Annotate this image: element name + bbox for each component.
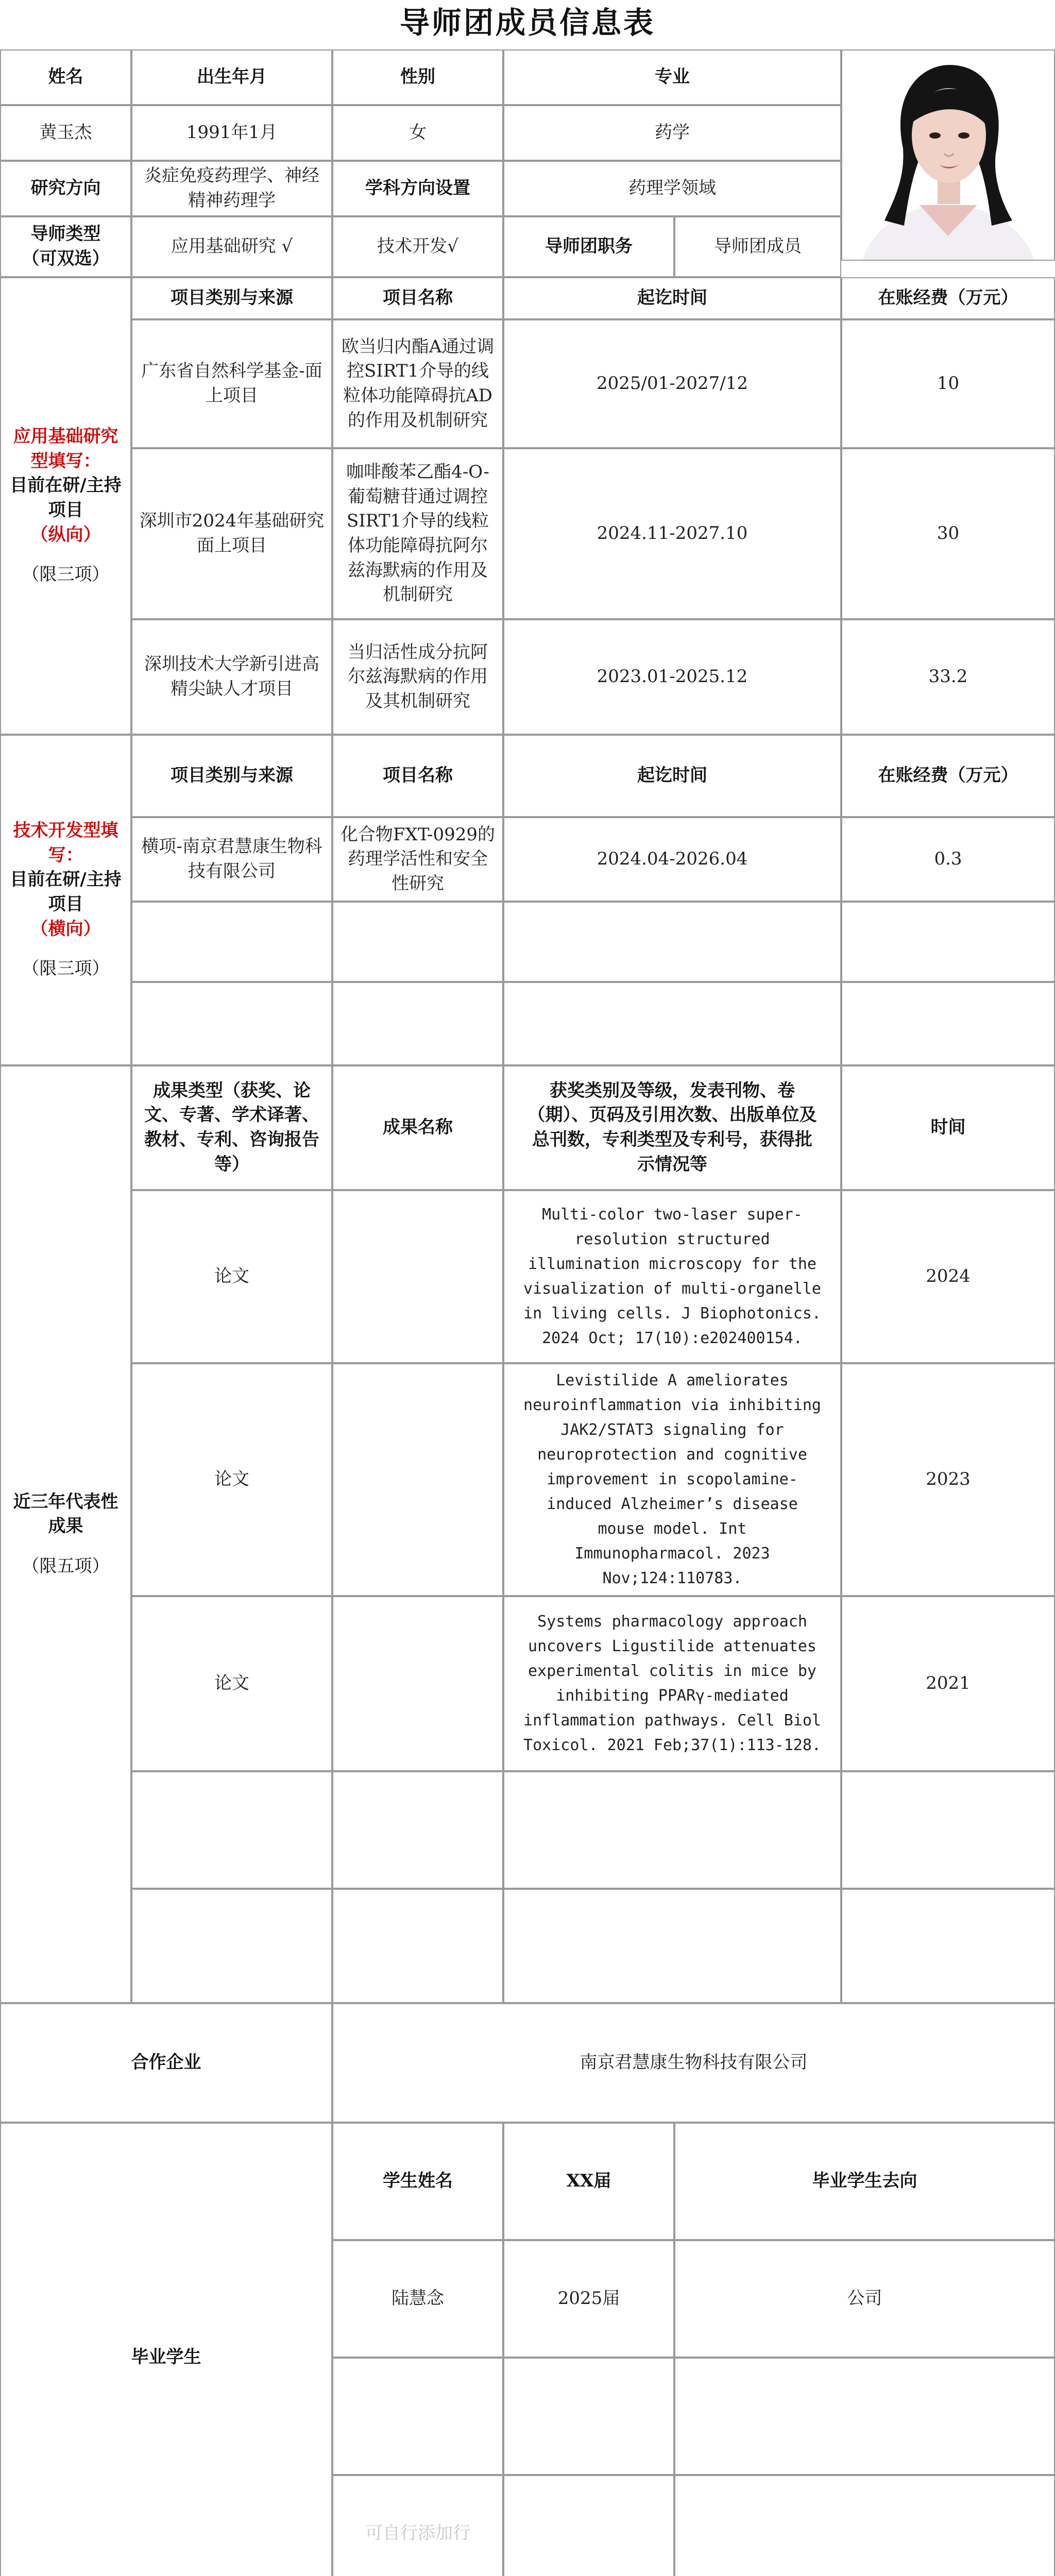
label-mentor-type — [0, 216, 131, 277]
grad-row-2-name[interactable] — [332, 2358, 503, 2475]
ach-row-3-detail: Systems pharmacology approach uncovers Ligustilide attenuates experimental colitis in mice by inhibiting PPARγ-mediated inflammation pathways. Cell Biol Toxicol. 2021 Feb;37(1):113-128. — [503, 1596, 841, 1771]
label-mentor-type-main: 导师类型 — [30, 224, 101, 245]
ach-row-5-time[interactable] — [841, 1889, 1055, 2003]
basic-row-1-source: 广东省自然科学基金-面上项目 — [131, 319, 332, 448]
ach-row-2-detail: Levistilide A ameliorates neuroinflammation via inhibiting JAK2/STAT3 signaling for neuroprotection and cognitive improvement in scopolamine-induced Alzheimer’s disease mouse model. Int Immunopharmacol. 2023 Nov;124:110783. — [503, 1363, 841, 1596]
tech-section-subtitle: 目前在研/主持项目 — [10, 869, 122, 914]
basic-row-1-funds: 10 — [841, 319, 1055, 448]
tech-header-name: 项目名称 — [332, 735, 503, 817]
tech-row-2-funds[interactable] — [841, 902, 1055, 982]
grad-header-name: 学生姓名 — [332, 2123, 503, 2240]
ach-row-3-time: 2021 — [841, 1596, 1055, 1771]
grad-row-2-destination[interactable] — [674, 2358, 1055, 2475]
basic-row-2-source: 深圳市2024年基础研究面上项目 — [131, 448, 332, 619]
tech-row-2-source[interactable] — [131, 902, 332, 982]
grad-row-3-class[interactable] — [503, 2475, 674, 2576]
ach-header-time: 时间 — [841, 1065, 1055, 1190]
tech-row-1-source: 横项-南京君慧康生物科技有限公司 — [131, 817, 332, 902]
ach-row-5-name[interactable] — [332, 1889, 503, 2003]
tech-header-source: 项目类别与来源 — [131, 735, 332, 817]
value-discipline: 药理学领域 — [503, 161, 841, 216]
tech-section-limit: （限三项） — [22, 958, 110, 979]
value-birth: 1991年1月 — [131, 105, 332, 161]
label-research: 研究方向 — [0, 161, 131, 216]
basic-row-1-name: 欧当归内酯A通过调控SIRT1介导的线粒体功能障碍抗AD的作用及机制研究 — [332, 319, 503, 448]
value-research: 炎症免疫药理学、神经精神药理学 — [131, 161, 332, 216]
basic-section-subtitle: 目前在研/主持项目 — [10, 475, 122, 520]
tech-row-1-funds: 0.3 — [841, 817, 1055, 902]
ach-header-name: 成果名称 — [332, 1065, 503, 1190]
tech-header-period: 起讫时间 — [503, 735, 841, 817]
ach-row-2-time: 2023 — [841, 1363, 1055, 1596]
ach-header-detail: 获奖类别及等级，发表刊物、卷（期）、页码及引用次数、出版单位及总刊数，专利类型及专利号，获得批示情况等 — [503, 1065, 841, 1190]
value-mentor-position: 导师团成员 — [674, 216, 841, 277]
label-discipline: 学科方向设置 — [332, 161, 503, 216]
grad-row-1-name: 陆慧念 — [332, 2240, 503, 2358]
label-gender: 性别 — [332, 49, 503, 105]
ach-row-1-detail: Multi-color two-laser super-resolution structured illumination microscopy for the visualization of multi-organelle in living cells. J Biophotonics. 2024 Oct; 17(10):e202400154. — [503, 1190, 841, 1363]
grad-row-2-class[interactable] — [503, 2358, 674, 2475]
label-company: 合作企业 — [0, 2003, 332, 2123]
tech-section-label — [0, 735, 131, 1065]
ach-row-4-detail[interactable] — [503, 1771, 841, 1889]
grad-header-class: XX届 — [503, 2123, 674, 2240]
ach-row-3-name[interactable] — [332, 1596, 503, 1771]
value-company: 南京君慧康生物科技有限公司 — [332, 2003, 1055, 2123]
tech-section-title: 技术开发型填写： — [13, 820, 118, 866]
basic-row-1-period: 2025/01-2027/12 — [503, 319, 841, 448]
basic-row-3-name: 当归活性成分抗阿尔兹海默病的作用及其机制研究 — [332, 619, 503, 735]
tech-row-1-name: 化合物FXT-0929的药理学活性和安全性研究 — [332, 817, 503, 902]
basic-header-name: 项目名称 — [332, 277, 503, 319]
value-gender: 女 — [332, 105, 503, 161]
basic-section-label — [0, 277, 131, 735]
basic-row-2-funds: 30 — [841, 448, 1055, 619]
ach-row-3-type: 论文 — [131, 1596, 332, 1771]
label-major: 专业 — [503, 49, 841, 105]
basic-header-source: 项目类别与来源 — [131, 277, 332, 319]
label-graduates: 毕业学生 — [0, 2123, 332, 2576]
basic-row-3-period: 2023.01-2025.12 — [503, 619, 841, 735]
achievements-section-label — [0, 1065, 131, 2003]
basic-row-3-funds: 33.2 — [841, 619, 1055, 735]
tech-section-horizontal: （横向） — [30, 918, 101, 939]
label-name: 姓名 — [0, 49, 131, 105]
tech-row-2-name[interactable] — [332, 902, 503, 982]
ach-row-1-name[interactable] — [332, 1190, 503, 1363]
ach-row-5-detail[interactable] — [503, 1889, 841, 2003]
mentor-type-tech-check[interactable]: 技术开发√ — [332, 216, 503, 277]
tech-row-2-period[interactable] — [503, 902, 841, 982]
label-birth: 出生年月 — [131, 49, 332, 105]
grad-row-1-destination: 公司 — [674, 2240, 1055, 2358]
value-major: 药学 — [503, 105, 841, 161]
value-name: 黄玉杰 — [0, 105, 131, 161]
tech-row-1-period: 2024.04-2026.04 — [503, 817, 841, 902]
basic-header-funds: 在账经费（万元） — [841, 277, 1055, 319]
achievements-section-limit: （限五项） — [22, 1555, 110, 1577]
tech-row-3-funds[interactable] — [841, 982, 1055, 1065]
grad-row-1-class: 2025届 — [503, 2240, 674, 2358]
ach-row-2-type: 论文 — [131, 1363, 332, 1596]
add-row-hint[interactable]: 可自行添加行 — [332, 2475, 503, 2576]
basic-header-period: 起讫时间 — [503, 277, 841, 319]
tech-row-3-period[interactable] — [503, 982, 841, 1065]
basic-section-limit: （限三项） — [22, 564, 110, 585]
ach-row-5-type[interactable] — [131, 1889, 332, 2003]
avatar — [841, 49, 1055, 261]
label-mentor-type-note: （可双选） — [22, 248, 110, 269]
grad-row-3-destination[interactable] — [674, 2475, 1055, 2576]
basic-section-vertical: （纵向） — [30, 524, 101, 545]
label-mentor-position: 导师团职务 — [503, 216, 674, 277]
ach-row-4-type[interactable] — [131, 1771, 332, 1889]
page-title: 导师团成员信息表 — [399, 5, 655, 40]
basic-section-title: 应用基础研究型填写： — [13, 426, 118, 471]
achievements-section-title: 近三年代表性成果 — [13, 1491, 118, 1537]
ach-row-4-name[interactable] — [332, 1771, 503, 1889]
basic-row-3-source: 深圳技术大学新引进高精尖缺人才项目 — [131, 619, 332, 735]
portrait-photo — [842, 50, 1054, 260]
ach-row-1-type: 论文 — [131, 1190, 332, 1363]
basic-row-2-name: 咖啡酸苯乙酯4-O-葡萄糖苷通过调控SIRT1介导的线粒体功能障碍抗阿尔兹海默病的作用及机制研究 — [332, 448, 503, 619]
ach-header-type: 成果类型（获奖、论文、专著、学术译著、教材、专利、咨询报告等） — [131, 1065, 332, 1190]
ach-row-4-time[interactable] — [841, 1771, 1055, 1889]
tech-row-3-source[interactable] — [131, 982, 332, 1065]
grad-header-destination: 毕业学生去向 — [674, 2123, 1055, 2240]
tech-header-funds: 在账经费（万元） — [841, 735, 1055, 817]
ach-row-1-time: 2024 — [841, 1190, 1055, 1363]
basic-row-2-period: 2024.11-2027.10 — [503, 448, 841, 619]
ach-row-2-name[interactable] — [332, 1363, 503, 1596]
tech-row-3-name[interactable] — [332, 982, 503, 1065]
mentor-type-basic-check[interactable]: 应用基础研究 √ — [131, 216, 332, 277]
